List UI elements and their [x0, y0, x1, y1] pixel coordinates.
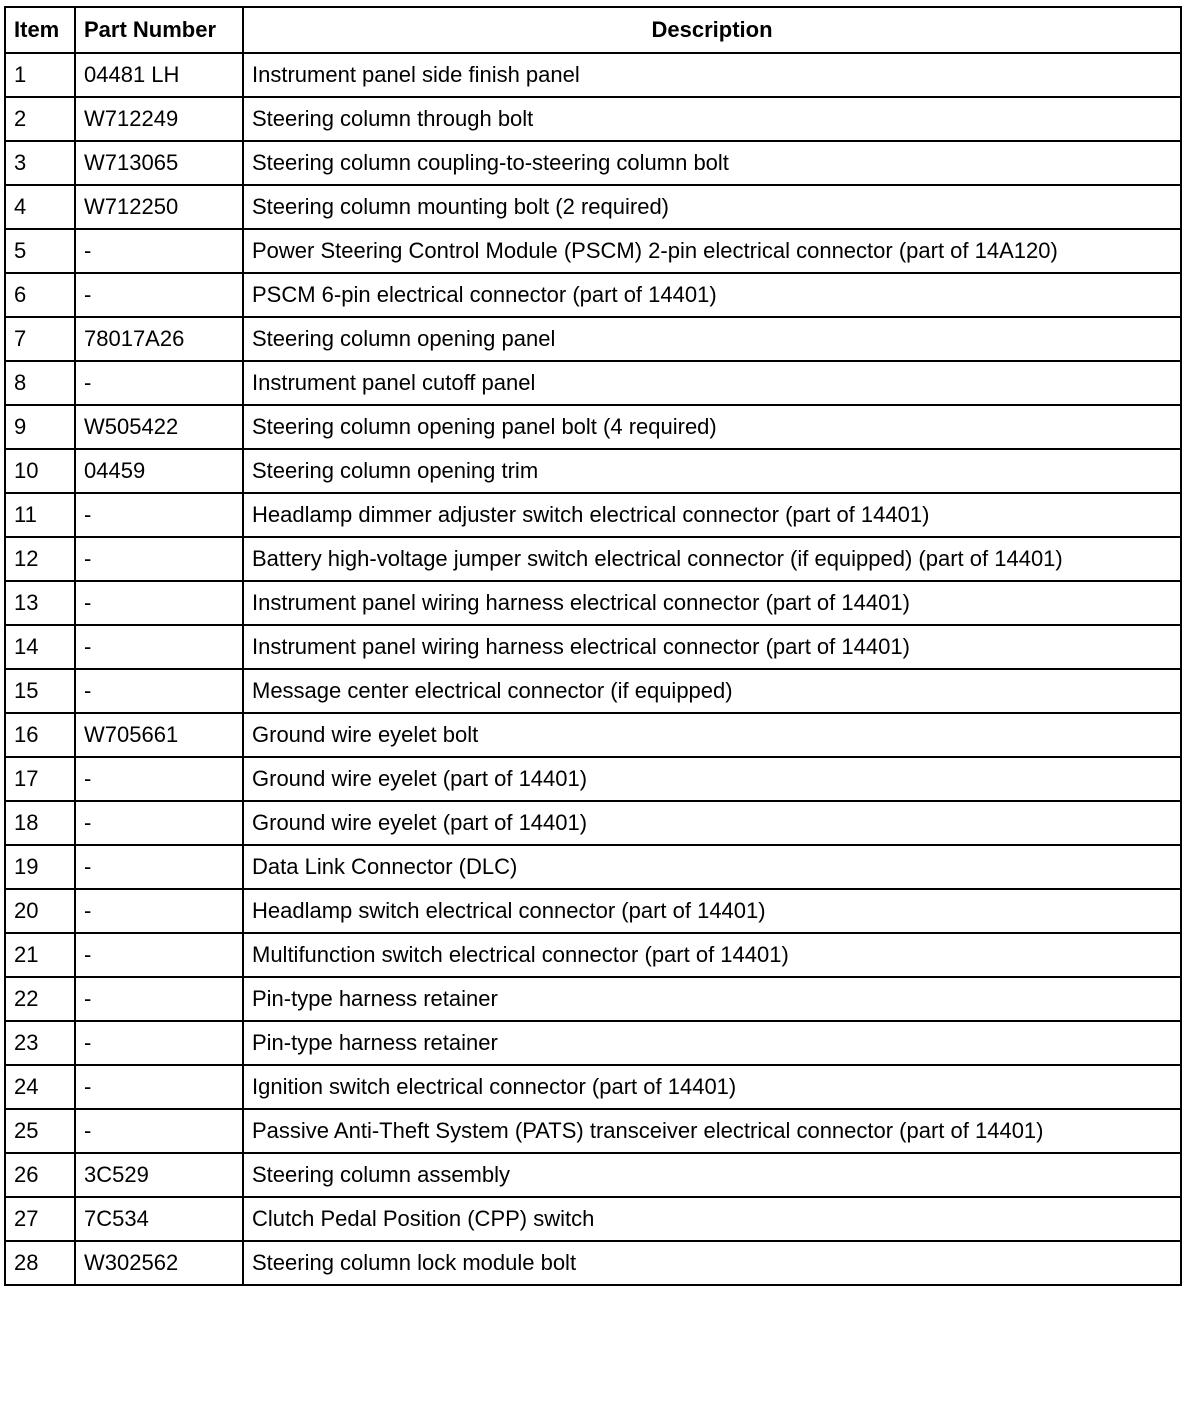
description-cell: Message center electrical connector (if equipped): [243, 669, 1181, 713]
description-cell: Pin-type harness retainer: [243, 977, 1181, 1021]
part-number-cell: W302562: [75, 1241, 243, 1285]
table-row: [5, 97, 1181, 141]
part-number-cell: 78017A26: [75, 317, 243, 361]
part-number-cell: -: [75, 1021, 243, 1065]
description-cell: Steering column opening panel bolt (4 required): [243, 405, 1181, 449]
item-cell: 21: [5, 933, 75, 977]
part-number-cell: W712249: [75, 97, 243, 141]
part-number-cell: -: [75, 977, 243, 1021]
part-number-cell: W505422: [75, 405, 243, 449]
description-cell: Steering column lock module bolt: [243, 1241, 1181, 1285]
description-cell: Steering column opening trim: [243, 449, 1181, 493]
table-row: [5, 889, 1181, 933]
item-cell: 24: [5, 1065, 75, 1109]
item-cell: 5: [5, 229, 75, 273]
table-row: [5, 317, 1181, 361]
table-row: [5, 669, 1181, 713]
table-row: [5, 493, 1181, 537]
table-row: [5, 581, 1181, 625]
table-row: [5, 801, 1181, 845]
description-cell: Passive Anti-Theft System (PATS) transceiver electrical connector (part of 14401): [243, 1109, 1181, 1153]
table-row: [5, 625, 1181, 669]
item-cell: 8: [5, 361, 75, 405]
table-row: [5, 713, 1181, 757]
item-cell: 7: [5, 317, 75, 361]
description-cell: Headlamp dimmer adjuster switch electrical connector (part of 14401): [243, 493, 1181, 537]
table-row: [5, 977, 1181, 1021]
part-number-cell: -: [75, 757, 243, 801]
part-number-cell: W705661: [75, 713, 243, 757]
part-number-cell: -: [75, 361, 243, 405]
part-number-cell: -: [75, 669, 243, 713]
table-row: [5, 361, 1181, 405]
description-cell: Multifunction switch electrical connector (part of 14401): [243, 933, 1181, 977]
table-row: [5, 757, 1181, 801]
item-cell: 19: [5, 845, 75, 889]
description-cell: Data Link Connector (DLC): [243, 845, 1181, 889]
part-number-cell: W712250: [75, 185, 243, 229]
item-cell: 12: [5, 537, 75, 581]
part-number-cell: -: [75, 493, 243, 537]
item-cell: 20: [5, 889, 75, 933]
column-header-item: Item: [5, 7, 75, 53]
description-cell: Headlamp switch electrical connector (part of 14401): [243, 889, 1181, 933]
part-number-cell: 7C534: [75, 1197, 243, 1241]
part-number-cell: -: [75, 1065, 243, 1109]
item-cell: 16: [5, 713, 75, 757]
item-cell: 15: [5, 669, 75, 713]
item-cell: 23: [5, 1021, 75, 1065]
table-row: [5, 1109, 1181, 1153]
part-number-cell: 04459: [75, 449, 243, 493]
part-number-cell: W713065: [75, 141, 243, 185]
item-cell: 4: [5, 185, 75, 229]
table-row: [5, 273, 1181, 317]
column-header-part-number: Part Number: [75, 7, 243, 53]
description-cell: Clutch Pedal Position (CPP) switch: [243, 1197, 1181, 1241]
description-cell: Steering column opening panel: [243, 317, 1181, 361]
table-row: [5, 185, 1181, 229]
item-cell: 25: [5, 1109, 75, 1153]
description-cell: Battery high-voltage jumper switch electrical connector (if equipped) (part of 14401): [243, 537, 1181, 581]
table-row: [5, 1153, 1181, 1197]
description-cell: PSCM 6-pin electrical connector (part of 14401): [243, 273, 1181, 317]
part-number-cell: -: [75, 229, 243, 273]
item-cell: 9: [5, 405, 75, 449]
item-cell: 14: [5, 625, 75, 669]
description-cell: Steering column mounting bolt (2 required): [243, 185, 1181, 229]
item-cell: 26: [5, 1153, 75, 1197]
item-cell: 3: [5, 141, 75, 185]
part-number-cell: 04481 LH: [75, 53, 243, 97]
part-number-cell: -: [75, 801, 243, 845]
item-cell: 27: [5, 1197, 75, 1241]
table-row: [5, 1197, 1181, 1241]
part-number-cell: -: [75, 537, 243, 581]
table-row: [5, 537, 1181, 581]
item-cell: 22: [5, 977, 75, 1021]
table-row: [5, 1065, 1181, 1109]
column-header-description: Description: [243, 7, 1181, 53]
description-cell: Instrument panel side finish panel: [243, 53, 1181, 97]
parts-table: [4, 6, 1182, 1286]
item-cell: 10: [5, 449, 75, 493]
description-cell: Instrument panel wiring harness electrical connector (part of 14401): [243, 581, 1181, 625]
part-number-cell: -: [75, 1109, 243, 1153]
item-cell: 28: [5, 1241, 75, 1285]
description-cell: Steering column coupling-to-steering column bolt: [243, 141, 1181, 185]
table-row: [5, 845, 1181, 889]
table-header-row: [5, 7, 1181, 53]
table-row: [5, 933, 1181, 977]
item-cell: 13: [5, 581, 75, 625]
description-cell: Ground wire eyelet (part of 14401): [243, 801, 1181, 845]
table-row: [5, 1021, 1181, 1065]
description-cell: Pin-type harness retainer: [243, 1021, 1181, 1065]
description-cell: Power Steering Control Module (PSCM) 2-pin electrical connector (part of 14A120): [243, 229, 1181, 273]
part-number-cell: 3C529: [75, 1153, 243, 1197]
table-row: [5, 229, 1181, 273]
description-cell: Steering column assembly: [243, 1153, 1181, 1197]
description-cell: Instrument panel cutoff panel: [243, 361, 1181, 405]
item-cell: 18: [5, 801, 75, 845]
description-cell: Ground wire eyelet bolt: [243, 713, 1181, 757]
part-number-cell: -: [75, 889, 243, 933]
part-number-cell: -: [75, 273, 243, 317]
item-cell: 11: [5, 493, 75, 537]
part-number-cell: -: [75, 845, 243, 889]
description-cell: Steering column through bolt: [243, 97, 1181, 141]
table-row: [5, 405, 1181, 449]
item-cell: 1: [5, 53, 75, 97]
part-number-cell: -: [75, 933, 243, 977]
description-cell: Ground wire eyelet (part of 14401): [243, 757, 1181, 801]
item-cell: 17: [5, 757, 75, 801]
table-row: [5, 1241, 1181, 1285]
table-row: [5, 141, 1181, 185]
item-cell: 2: [5, 97, 75, 141]
description-cell: Ignition switch electrical connector (part of 14401): [243, 1065, 1181, 1109]
table-row: [5, 53, 1181, 97]
item-cell: 6: [5, 273, 75, 317]
part-number-cell: -: [75, 625, 243, 669]
part-number-cell: -: [75, 581, 243, 625]
table-row: [5, 449, 1181, 493]
description-cell: Instrument panel wiring harness electrical connector (part of 14401): [243, 625, 1181, 669]
